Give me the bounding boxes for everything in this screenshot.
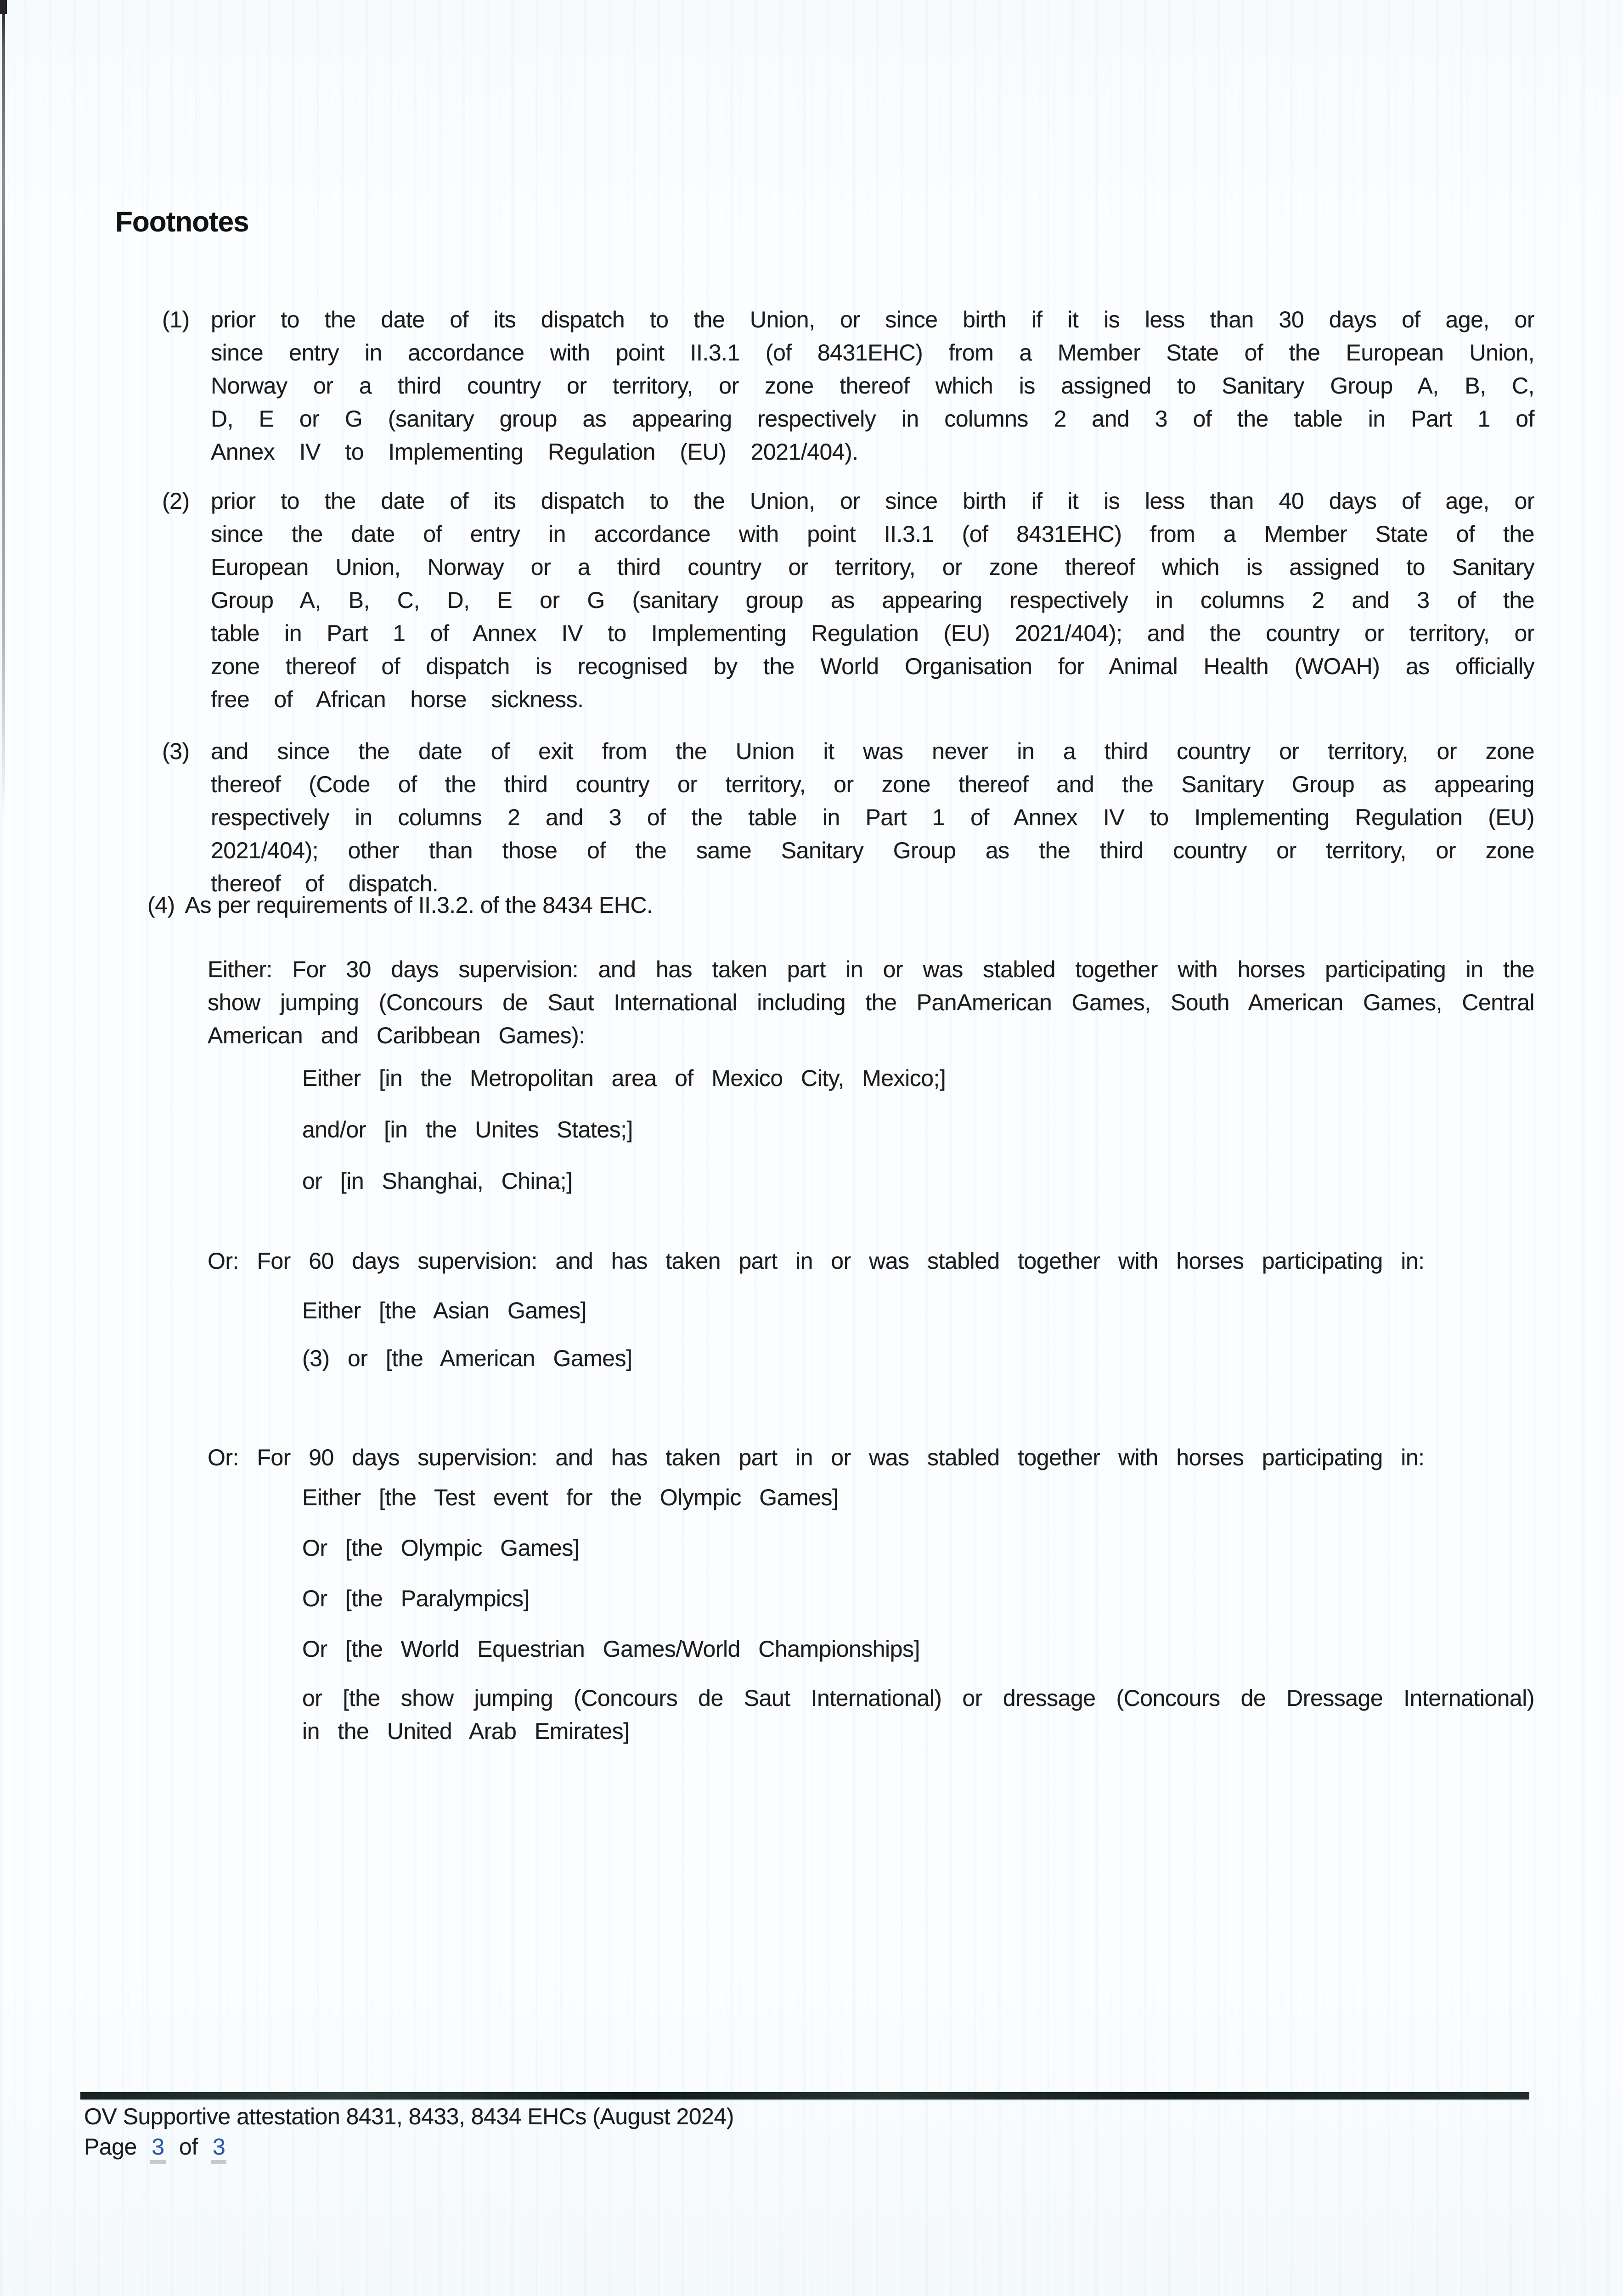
supervision-90-option-3: Or [the Paralympics]: [302, 1586, 530, 1611]
of-label: of: [179, 2134, 198, 2160]
supervision-90-intro: Or: For 90 days supervision: and has taken part in or was stabled together with horses participating in:: [208, 1445, 1425, 1470]
footer-doc-title: OV Supportive attestation 8431, 8433, 8434 EHCs (August 2024): [84, 2104, 734, 2129]
footer-divider: [80, 2092, 1529, 2099]
footer-page-line: [84, 2133, 226, 2164]
footnote-text: prior to the date of its dispatch to the Union, or since birth if it is less than 40 days of age, or since the date of entry in accordance with point II.3.1 (of 8431EHC) from a Member State of the European Union, Norway or a third country or territory, or zone thereof which is assigned to Sanitary Group A, B, C, D, E or G (sanitary group as appearing respectively in columns 2 and 3 of the table in Part 1 of Annex IV to Implementing Regulation (EU) 2021/404); and the country or territory, or zone thereof of dispatch is recognised by the World Organisation for Animal Health (WOAH) as officially free of African horse sickness.: [211, 488, 1534, 712]
footnote-text: and since the date of exit from the Union it was never in a third country or territory, or zone thereof (Code of the third country or territory, or zone thereof and the Sanitary Group as appearing respectively in columns 2 and 3 of the table in Part 1 of Annex IV to Implementing Regulation (EU) 2021/404); other than those of the same Sanitary Group as the third country or territory, or zone thereof of dispatch.: [211, 738, 1534, 896]
supervision-90-option-1: Either [the Test event for the Olympic Games]: [302, 1485, 839, 1510]
footnote-item-4: [147, 889, 1534, 922]
supervision-30-intro: Either: For 30 days supervision: and has taken part in or was stabled together with horses participating in the show jumping (Concours de Saut International including the PanAmerican Games, South American Games, Central American and Caribbean Games):: [208, 957, 1534, 1048]
supervision-90-option-5: or [the show jumping (Concours de Saut International) or dressage (Concours de Dressage International) in the United Arab Emirates]: [302, 1685, 1534, 1744]
supervision-60-option-2: (3) or [the American Games]: [302, 1345, 632, 1371]
page-title: Footnotes: [115, 206, 249, 238]
footnote-marker: (3): [162, 738, 190, 764]
supervision-60-intro: Or: For 60 days supervision: and has taken part in or was stabled together with horses participating in:: [208, 1248, 1425, 1274]
supervision-60-option-1: Either [the Asian Games]: [302, 1298, 587, 1323]
supervision-30-option-1: Either [in the Metropolitan area of Mexico City, Mexico;]: [302, 1065, 946, 1091]
scan-edge-artifact: [2, 0, 5, 817]
scan-corner-speck: [0, 0, 7, 14]
footnote-item-2: [162, 484, 1534, 716]
footnote-item-3: [162, 735, 1534, 900]
footnote-text: As per requirements of II.3.2. of the 8434 EHC.: [185, 892, 653, 918]
footnote-text: prior to the date of its dispatch to the Union, or since birth if it is less than 30 days of age, or since entry in accordance with point II.3.1 (of 8431EHC) from a Member State of the European Union, Norway or a third country or territory, or zone thereof which is assigned to Sanitary Group A, B, C, D, E or G (sanitary group as appearing respectively in columns 2 and 3 of the table in Part 1 of Annex IV to Implementing Regulation (EU) 2021/404).: [211, 307, 1534, 465]
footnote-marker: (4): [147, 892, 175, 918]
supervision-90-option-2: Or [the Olympic Games]: [302, 1535, 580, 1561]
footnote-item-1: [162, 303, 1534, 468]
footnote-marker: (1): [162, 307, 190, 332]
supervision-30-option-3: or [in Shanghai, China;]: [302, 1168, 573, 1194]
page-number-current: 3: [150, 2135, 165, 2164]
page-number-total: 3: [211, 2135, 226, 2164]
footnote-marker: (2): [162, 488, 190, 514]
supervision-30-option-2: and/or [in the Unites States;]: [302, 1117, 633, 1142]
page-label: Page: [84, 2134, 137, 2160]
supervision-90-option-4: Or [the World Equestrian Games/World Championships]: [302, 1636, 920, 1662]
